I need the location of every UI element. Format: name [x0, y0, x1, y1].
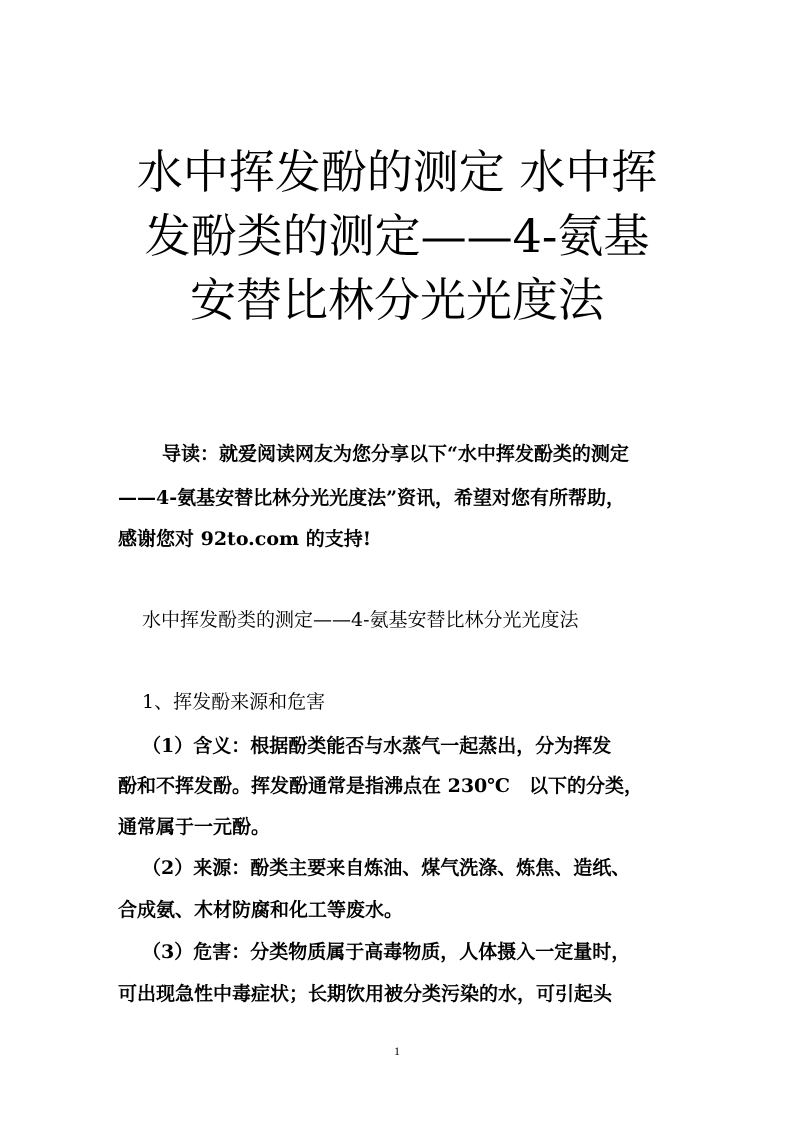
item-1-line-2: 酚和不挥发酚。挥发酚通常是指沸点在 230℃ 以下的分类，: [118, 775, 644, 797]
item-1-line-3: 通常属于一元酚。: [118, 816, 271, 838]
item-2-line-2: 合成氨、木材防腐和化工等废水。: [118, 899, 404, 921]
item-3-line-1: （3）危害：分类物质属于高毒物质，人体摄入一定量时，: [142, 941, 631, 963]
item-1-line-1: （1）含义：根据酚类能否与水蒸气一起蒸出，分为挥发: [142, 735, 612, 757]
title-line-2: 发酚类的测定——4-氨基: [144, 209, 650, 263]
title-line-1: 水中挥发酚的测定 水中挥: [136, 145, 658, 199]
article-subtitle: 水中挥发酚类的测定——4-氨基安替比林分光光度法: [142, 609, 579, 631]
item-2-line-1: （2）来源：酚类主要来自炼油、煤气洗涤、炼焦、造纸、: [142, 857, 631, 879]
page-number: 1: [394, 1044, 400, 1058]
intro-line-1: 导读：就爱阅读网友为您分享以下“水中挥发酚类的测定: [162, 443, 629, 465]
item-3-line-2: 可出现急性中毒症状；长期饮用被分类污染的水，可引起头: [118, 983, 613, 1005]
document-title: [90, 140, 704, 332]
intro-line-2: ——4-氨基安替比林分光光度法”资讯，希望对您有所帮助，: [118, 487, 626, 509]
intro-line-3: 感谢您对 92to.com 的支持!: [118, 528, 372, 550]
title-line-3: 安替比林分光光度法: [190, 273, 604, 327]
section-1-heading: 1、挥发酚来源和危害: [142, 691, 326, 713]
